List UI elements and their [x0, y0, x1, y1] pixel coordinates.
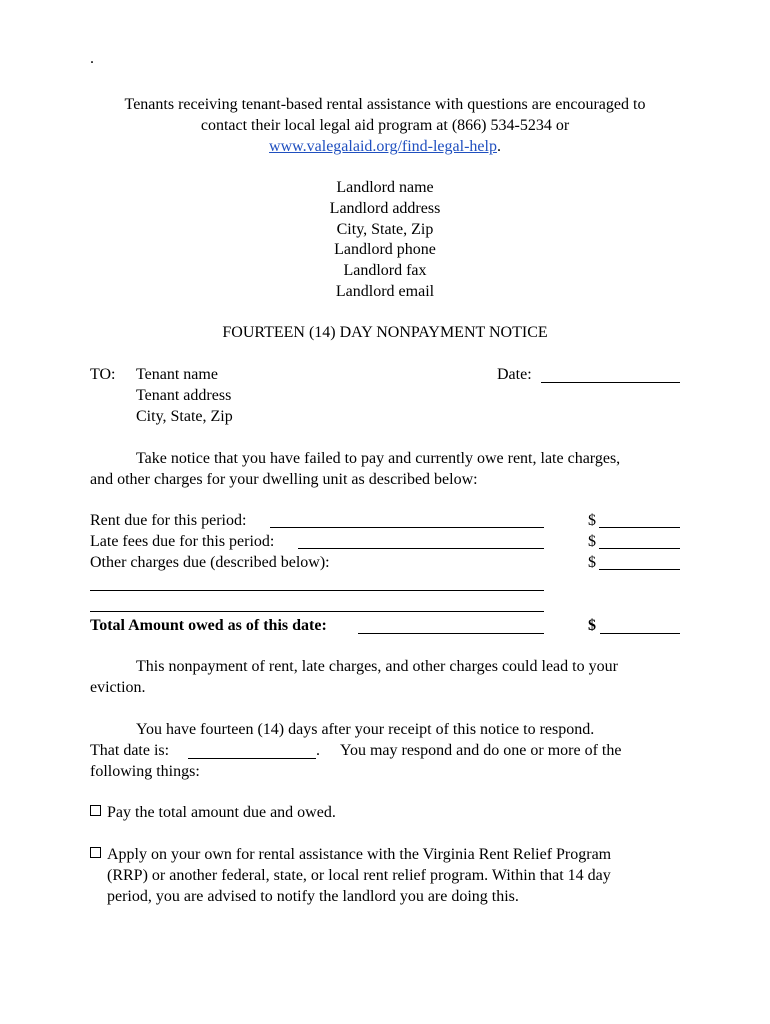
option-apply-checkbox[interactable]: [90, 847, 101, 858]
landlord-email: Landlord email: [335, 283, 435, 300]
para3-line-3: following things:: [90, 763, 200, 780]
option-apply-text-2: (RRP) or another federal, state, or local rent relief program. Within that 14 day: [107, 867, 611, 884]
late-fees-label: Late fees due for this period:: [90, 533, 275, 550]
stray-mark: .: [90, 50, 94, 67]
late-fees-field[interactable]: [298, 548, 544, 549]
option-pay: [90, 802, 336, 823]
tenant-address: Tenant address: [136, 387, 232, 404]
total-date-field[interactable]: [358, 633, 544, 634]
rent-amount-field[interactable]: [599, 527, 680, 528]
response-date-field[interactable]: [188, 758, 316, 759]
landlord-address: Landlord address: [329, 200, 441, 217]
para2-line-1: This nonpayment of rent, late charges, and other charges could lead to your: [136, 658, 618, 675]
late-amount-field[interactable]: [599, 548, 680, 549]
total-label: Total Amount owed as of this date:: [90, 617, 327, 634]
para1-line-1: Take notice that you have failed to pay and currently owe rent, late charges,: [136, 450, 621, 467]
tenant-name: Tenant name: [136, 366, 218, 383]
total-currency: $: [588, 617, 596, 634]
para1-line-2: and other charges for your dwelling unit as described below:: [90, 471, 478, 488]
to-label: TO:: [90, 366, 116, 383]
option-pay-text: Pay the total amount due and owed.: [107, 804, 336, 821]
late-currency: $: [588, 533, 596, 550]
intro-link-suffix: .: [496, 138, 501, 155]
tenant-city: City, State, Zip: [136, 408, 233, 425]
landlord-name: Landlord name: [336, 179, 434, 196]
para3-line-2a: That date is:: [90, 742, 170, 759]
landlord-city: City, State, Zip: [336, 221, 434, 238]
other-charges-line-2[interactable]: [90, 611, 544, 612]
other-currency: $: [588, 554, 596, 571]
rent-due-label: Rent due for this period:: [90, 512, 247, 529]
option-pay-checkbox[interactable]: [90, 805, 101, 816]
para3-line-1: You have fourteen (14) days after your receipt of this notice to respond.: [136, 721, 595, 738]
para2-line-2: eviction.: [90, 679, 146, 696]
legal-aid-link[interactable]: www.valegalaid.org/find-legal-help: [269, 138, 497, 155]
para3-line-2b: .: [316, 742, 320, 759]
rent-currency: $: [588, 512, 596, 529]
para3-line-2c: You may respond and do one or more of the: [340, 742, 622, 759]
rent-due-field[interactable]: [270, 527, 544, 528]
other-charges-line-1[interactable]: [90, 590, 544, 591]
date-field[interactable]: [541, 382, 680, 383]
date-label: Date:: [497, 366, 532, 383]
intro-line-2: contact their local legal aid program at (866) 534-5234 or: [200, 117, 570, 134]
total-amount-field[interactable]: [600, 633, 680, 634]
intro-line-1: Tenants receiving tenant-based rental assistance with questions are encouraged to: [124, 96, 646, 113]
option-apply-text-1: Apply on your own for rental assistance with the Virginia Rent Relief Program: [107, 846, 612, 863]
landlord-fax: Landlord fax: [343, 262, 427, 279]
landlord-phone: Landlord phone: [334, 241, 436, 258]
option-apply: [90, 844, 611, 865]
other-amount-field[interactable]: [599, 569, 680, 570]
notice-title: FOURTEEN (14) DAY NONPAYMENT NOTICE: [222, 324, 548, 341]
other-charges-label: Other charges due (described below):: [90, 554, 330, 571]
option-apply-text-3: period, you are advised to notify the landlord you are doing this.: [107, 888, 519, 905]
intro-line-3: [0, 136, 770, 157]
